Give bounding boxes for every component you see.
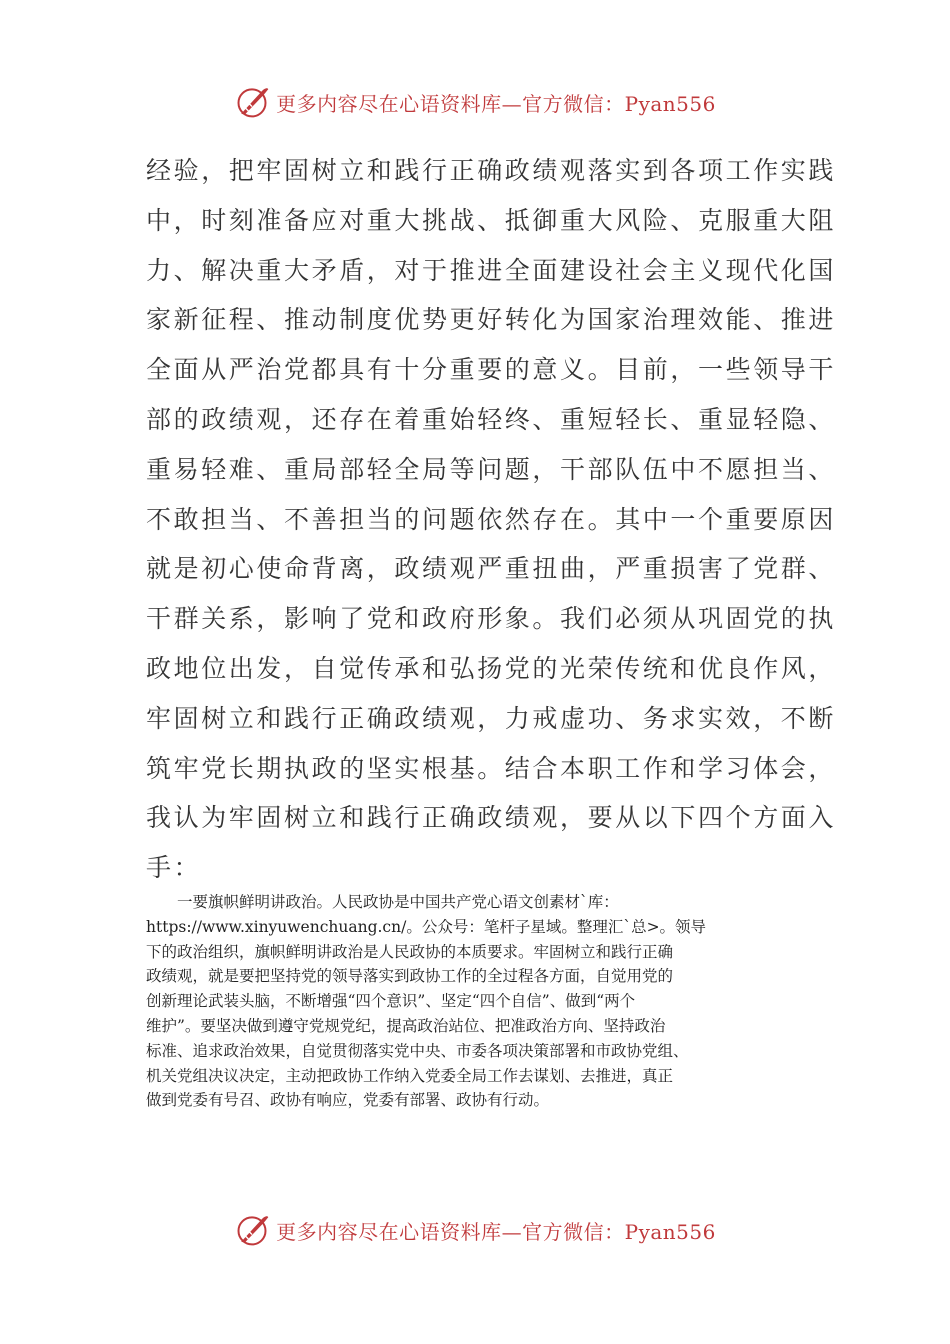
- header-banner-text: 更多内容尽在心语资料库—官方微信：Pyan556: [276, 91, 716, 116]
- main-paragraph-line: 干群关系，影响了党和政府形象。我们必须从巩固党的执: [146, 604, 837, 634]
- second-paragraph-line: https://www.xinyuwenchuang.cn/。公众号：笔杆子星域。整理汇`总>。领导: [146, 917, 707, 936]
- main-paragraph-line: 手：: [146, 853, 202, 883]
- main-paragraph-line: 我认为牢固树立和践行正确政绩观，要从以下四个方面入: [146, 803, 837, 833]
- header-banner: [0, 84, 950, 120]
- main-paragraph-line: 重易轻难、重局部轻全局等问题，干部队伍中不愿担当、: [146, 454, 837, 484]
- main-paragraph-line: 中，时刻准备应对重大挑战、抵御重大风险、克服重大阻: [146, 205, 837, 235]
- main-paragraph-line: 家新征程、推动制度优势更好转化为国家治理效能、推进: [146, 305, 837, 335]
- footer-banner-text: 更多内容尽在心语资料库—官方微信：Pyan556: [276, 1219, 716, 1244]
- quill-pen-icon: [234, 84, 270, 120]
- main-paragraph-line: 政地位出发，自觉传承和弘扬党的光荣传统和优良作风，: [146, 653, 837, 683]
- main-paragraph: [146, 146, 837, 893]
- main-paragraph-line: 全面从严治党都具有十分重要的意义。目前，一些领导干: [146, 355, 837, 385]
- footer-banner: [0, 1212, 950, 1248]
- main-paragraph-line: 就是初心使命背离，政绩观严重扭曲，严重损害了党群、: [146, 554, 837, 584]
- second-paragraph-line: 做到党委有号召、政协有响应，党委有部署、政协有行动。: [146, 1091, 550, 1110]
- second-paragraph-line: 标准、追求政治效果，自觉贯彻落实党中央、市委各项决策部署和市政协党组、: [146, 1041, 689, 1060]
- second-paragraph-line: 下的政治组织，旗帜鲜明讲政治是人民政协的本质要求。牢固树立和践行正确: [146, 942, 674, 961]
- main-paragraph-line: 筑牢党长期执政的坚实根基。结合本职工作和学习体会，: [146, 753, 837, 783]
- second-paragraph-line: 机关党组决议决定，主动把政协工作纳入党委全局工作去谋划、去推进，真正: [146, 1066, 674, 1085]
- quill-pen-icon: [234, 1212, 270, 1248]
- second-paragraph: [146, 890, 806, 1113]
- second-paragraph-line: 维护”。要坚决做到遵守党规党纪，提高政治站位、把准政治方向、坚持政治: [146, 1016, 666, 1035]
- main-paragraph-line: 部的政绩观，还存在着重始轻终、重短轻长、重显轻隐、: [146, 404, 837, 434]
- main-paragraph-line: 经验，把牢固树立和践行正确政绩观落实到各项工作实践: [146, 156, 837, 185]
- main-paragraph-line: 不敢担当、不善担当的问题依然存在。其中一个重要原因: [146, 504, 837, 534]
- main-paragraph-line: 力、解决重大矛盾，对于推进全面建设社会主义现代化国: [146, 255, 837, 285]
- second-paragraph-line: 一要旗帜鲜明讲政治。人民政协是中国共产党心语文创素材`库：: [146, 893, 619, 911]
- second-paragraph-line: 创新理论武装头脑，不断增强“四个意识”、坚定“四个自信”、做到“两个: [146, 992, 636, 1011]
- second-paragraph-line: 政绩观，就是要把坚持党的领导落实到政协工作的全过程各方面，自觉用党的: [146, 967, 674, 986]
- main-paragraph-line: 牢固树立和践行正确政绩观，力戒虚功、务求实效，不断: [146, 703, 837, 733]
